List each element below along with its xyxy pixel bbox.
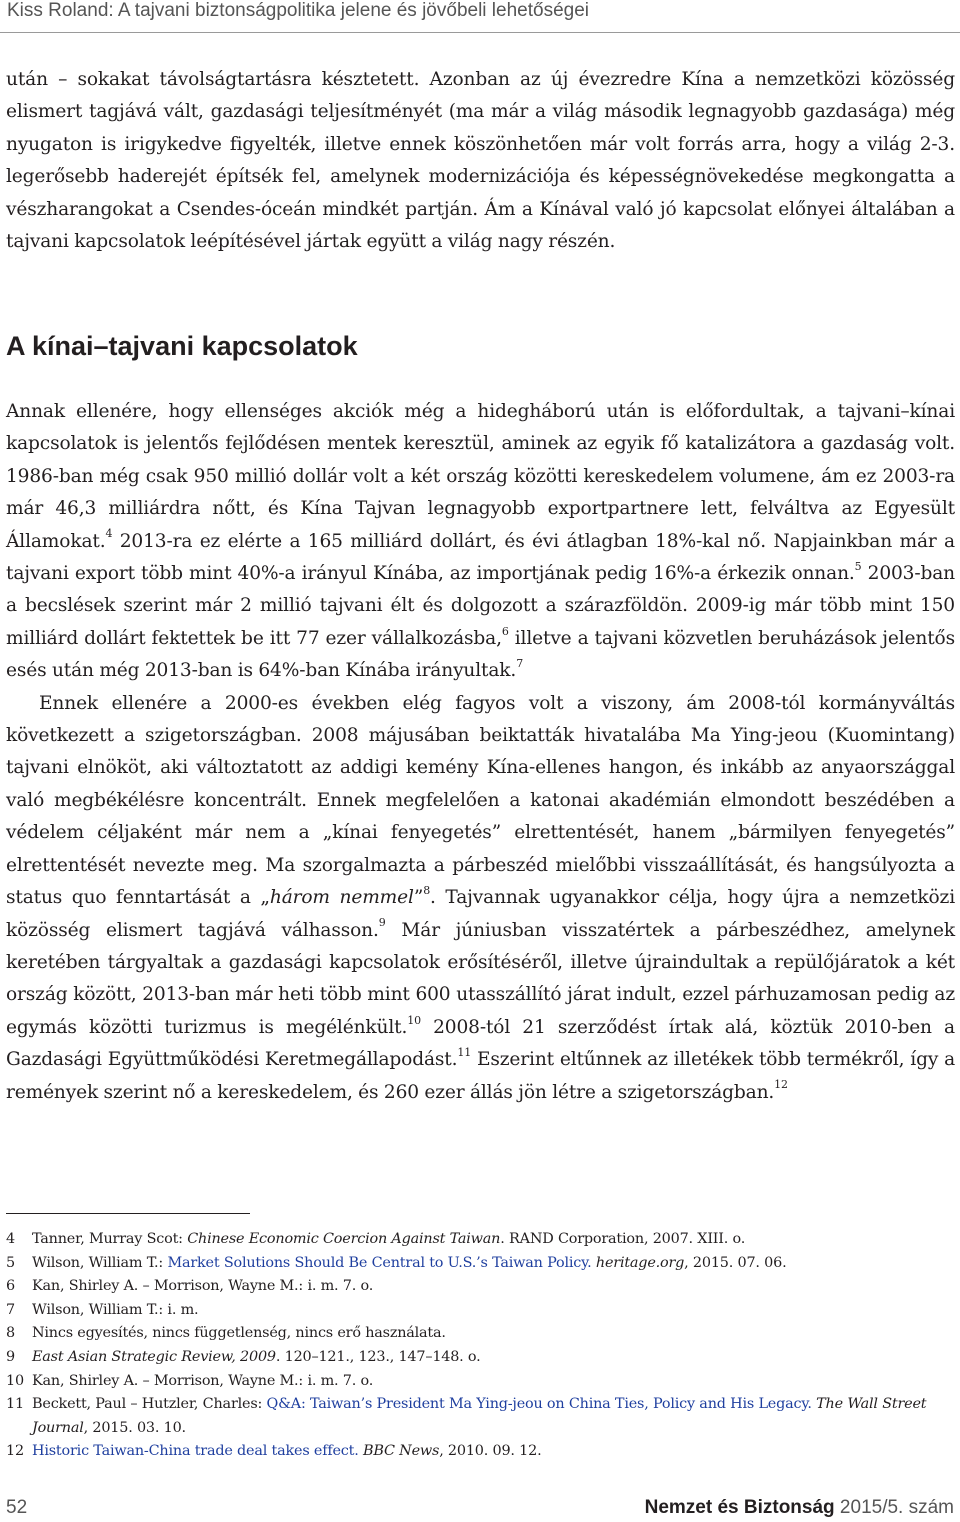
footnote-ref[interactable]: 10 [407, 1013, 421, 1027]
footnotes-list [6, 1228, 958, 1464]
footnote-title: Chinese Economic Coercion Against Taiwan [187, 1231, 501, 1247]
body-paragraph-1 [6, 396, 955, 688]
footnote-ref[interactable]: 5 [854, 559, 862, 573]
journal-name: Nemzet és Biztonság [644, 1497, 835, 1518]
paragraph-text: Már júniusban visszatértek a párbeszédhez, amelynek keretében tárgyaltak a gazdasági kapcsolatok erősítéséről, illetve újraindultak a repülőjáratok a két ország között, 2013-ban már heti több mint 600 utasszállító járat indult, ezzel párhuzamosan pedig az egymás közötti turizmus is megélénkült. [6, 919, 955, 1038]
footnote-12 [6, 1440, 958, 1464]
paragraph-text: Annak ellenére, hogy ellenséges akciók még a hidegháború után is előfordultak, a tajvani–kínai kapcsolatok is jelentős fejlődésen mentek keresztül, aminek az egyik fő katalizátora a gazdaság volt. 1986-ban még csak 950 millió dollár volt a két ország közötti kereskedelem volumene, ám ez 2003-ra már 46,3 milliárdra nőtt, és Kína Tajvan legnagyobb exportpartnere lett, felváltva az Egyesült Államokat. [6, 401, 955, 552]
footnote-ref[interactable]: 9 [378, 916, 386, 930]
footnote-number: 5 [6, 1254, 15, 1271]
footnote-text: , 2015. 07. 06. [684, 1254, 787, 1271]
paragraph-text: illetve a tajvani közvetlen beruházások jelentős esés után még 2013-ban is 64%-ban Kínába irányultak. [6, 627, 955, 682]
footnote-text: . RAND Corporation, 2007. XIII. o. [500, 1231, 746, 1247]
footnote-title: BBC News [358, 1443, 440, 1460]
footnote-text: Wilson, William T.: i. m. [32, 1301, 199, 1318]
footnote-number: 11 [6, 1396, 24, 1413]
footnote-text: Wilson, William T.: [32, 1254, 168, 1271]
footnote-ref[interactable]: 4 [105, 527, 113, 541]
footnote-number: 7 [6, 1301, 15, 1318]
footnote-text: Nincs egyesítés, nincs függetlenség, nincs erő használata. [32, 1325, 446, 1342]
footnote-title: The Wall Street Journal [32, 1396, 927, 1436]
footnote-number: 8 [6, 1325, 15, 1342]
body-paragraph-2 [6, 688, 955, 1109]
section-body [6, 396, 955, 1109]
section-heading: A kínai–tajvani kapcsolatok [6, 331, 358, 361]
paragraph-text: Ennek ellenére a 2000-es években elég fagyos volt a viszony, ám 2008-tól kormányváltás következett a szigetországban. 2008 májusában beiktatták hivatalába Ma Ying-jeou (Kuomintang) tajvani elnököt, aki változtatott az addigi kemény Kína-ellenes hangon, és inkább az anyaországgal való megbékélésre koncentrált. Ennek megfelelően a katonai akadémián elmondott beszédében a védelem céljaként már nem a „kínai fenyegetés” elrettentését, hanem „bármilyen fenyegetés” elrettentését nevezte meg. Ma szorgalmazta a párbeszéd mielőbbi visszaállítását, és hangsúlyozta a status quo fenntartását a „ [6, 692, 955, 909]
footnote-6 [6, 1275, 958, 1299]
footnote-7 [6, 1299, 958, 1323]
footnote-link[interactable]: Market Solutions Should Be Central to U.S.’s Taiwan Policy. [167, 1254, 592, 1271]
footnote-title: heritage.org [591, 1254, 685, 1271]
footnote-number: 6 [6, 1278, 15, 1295]
footnote-ref[interactable]: 8 [423, 883, 431, 897]
footnote-text: Kan, Shirley A. – Morrison, Wayne M.: i. m. 7. o. [32, 1372, 374, 1389]
italic-quote: három nemmel [269, 887, 414, 909]
footnote-10 [6, 1370, 958, 1394]
footnote-text: Kan, Shirley A. – Morrison, Wayne M.: i. m. 7. o. [32, 1278, 374, 1295]
footnote-number: 9 [6, 1348, 15, 1365]
footnote-ref[interactable]: 11 [457, 1045, 472, 1059]
footnote-ref[interactable]: 6 [501, 624, 509, 638]
intro-paragraph: után – sokakat távolságtartásra késztetett. Azonban az új évezredre Kína a nemzetközi közösség elismert tagjává vált, gazdasági teljesítményét (ma már a világ második legnagyobb gazdasága) még nyugaton is irigykedve figyelték, illetve ennek köszönhetően már volt forrás arra, hogy a világ 2-3. legerősebb haderejét építsék fel, amelynek modernizációja és képességnövekedése megkongatta a vészharangokat a Csendes-óceán mindkét partján. Ám a Kínával való jó kapcsolat előnyei általában a tajvani kapcsolatok leépítésével jártak együtt a világ nagy részén. [6, 69, 955, 253]
footnote-text: . 120–121., 123., 147–148. o. [275, 1348, 481, 1365]
footnote-link[interactable]: Q&A: Taiwan’s President Ma Ying-jeou on China Ties, Policy and His Legacy. [266, 1396, 812, 1413]
paragraph-text: 2008-tól 21 szerződést írtak alá, köztük 2010-ben a Gazdasági Együttműködési Keretmegállapodást. [6, 1016, 955, 1071]
footnote-5 [6, 1252, 958, 1276]
journal-footer [645, 1497, 954, 1519]
journal-issue: 2015/5. szám [834, 1497, 954, 1518]
footnote-number: 12 [6, 1443, 24, 1460]
footnote-11 [6, 1393, 958, 1440]
page-number: 52 [6, 1497, 28, 1518]
running-header: Kiss Roland: A tajvani biztonságpolitika jelene és jövőbeli lehetőségei [7, 0, 589, 21]
header-divider [0, 32, 960, 33]
footnote-text: Tanner, Murray Scot: [32, 1231, 188, 1247]
footnote-9 [6, 1346, 958, 1370]
paragraph-text: . Tajvannak ugyanakkor célja, hogy újra a nemzetközi közösség elismert tagjává válhasson. [6, 887, 956, 941]
paragraph-text: 2013-ra ez elérte a 165 milliárd dollárt, és évi átlagban 18%-kal nő. Napjainkban már a tajvani export több mint 40%-a irányul Kínába, az importjának pedig 16%-a érkezik onnan. [6, 530, 955, 585]
paragraph-text: 2003-ban a becslések szerint már 2 millió tajvani élt és dolgozott a szárazföldön. 2009-ig már több mint 150 milliárd dollárt fektettek be itt 77 ezer vállalkozásba, [6, 563, 955, 649]
footnote-divider [6, 1213, 250, 1214]
footnote-4 [6, 1228, 958, 1252]
footnote-ref[interactable]: 12 [774, 1078, 788, 1092]
footnote-title: East Asian Strategic Review, 2009 [32, 1348, 276, 1365]
paragraph-text: ” [413, 887, 424, 909]
paragraph-text: Eszerint eltűnnek az illetékek több termékről, így a remények szerint nő a kereskedelem, és 260 ezer állás jön létre a szigetországban. [6, 1049, 955, 1103]
footnote-text: , 2015. 03. 10. [83, 1419, 186, 1436]
footnote-link[interactable]: Historic Taiwan-China trade deal takes effect. [32, 1443, 359, 1460]
footnote-text: Beckett, Paul – Hutzler, Charles: [32, 1396, 267, 1413]
footnote-number: 4 [6, 1231, 15, 1247]
footnote-8 [6, 1322, 958, 1346]
footnote-ref[interactable]: 7 [516, 657, 524, 671]
footnote-number: 10 [6, 1372, 24, 1389]
footnote-text: , 2010. 09. 12. [439, 1443, 542, 1460]
